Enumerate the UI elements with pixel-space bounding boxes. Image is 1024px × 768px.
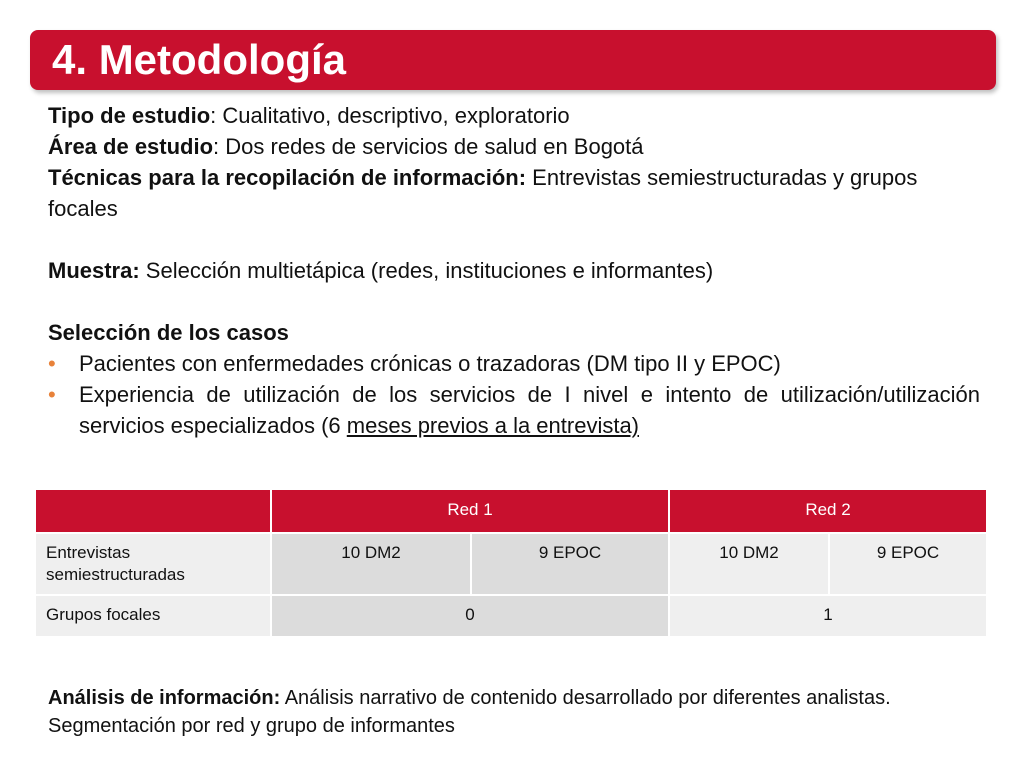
- table-header-red1: Red 1: [271, 489, 669, 533]
- table-cell: 0: [271, 595, 669, 637]
- analysis-paragraph: [48, 684, 988, 740]
- table-row: [35, 533, 987, 595]
- bullet-text: Pacientes con enfermedades crónicas o trazadoras (DM tipo II y EPOC): [79, 351, 781, 376]
- spacer: [48, 286, 980, 317]
- row-label: Grupos focales: [35, 595, 271, 637]
- list-item: [48, 379, 980, 441]
- study-area-value: : Dos redes de servicios de salud en Bogotá: [213, 134, 644, 159]
- study-area-label: Área de estudio: [48, 134, 214, 159]
- table-cell: 10 DM2: [271, 533, 471, 595]
- table-header-corner: [35, 489, 271, 533]
- study-type-value: : Cualitativo, descriptivo, exploratorio: [210, 103, 570, 128]
- data-table: [34, 488, 988, 638]
- case-selection-list: [48, 348, 980, 441]
- methodology-body: [48, 100, 980, 441]
- bullet-text: Experiencia de utilización de los servicios de I nivel e intento de utilización/utilización servicios especializados (6: [79, 382, 980, 438]
- study-type-line: [48, 100, 980, 131]
- table-cell: 9 EPOC: [471, 533, 669, 595]
- bullet-icon: •: [48, 382, 56, 407]
- techniques-line: [48, 162, 980, 224]
- title-bar: [30, 30, 996, 90]
- table-cell: 9 EPOC: [829, 533, 987, 595]
- table-header-red2: Red 2: [669, 489, 987, 533]
- techniques-label: Técnicas para la recopilación de información:: [48, 165, 527, 190]
- table-row: [35, 595, 987, 637]
- table-cell: 1: [669, 595, 987, 637]
- bullet-underlined-text: meses previos a la entrevista): [346, 413, 640, 438]
- sample-line: [48, 255, 980, 286]
- table-cell: 10 DM2: [669, 533, 829, 595]
- analysis-value: Análisis narrativo de contenido desarrollado por diferentes analistas. Segmentación por red y grupo de informantes: [48, 687, 891, 737]
- techniques-value: Entrevistas semiestructuradas y grupos focales: [48, 165, 918, 221]
- list-item: [48, 348, 980, 379]
- bullet-icon: •: [48, 351, 56, 376]
- sample-value: Selección multietápica (redes, instituciones e informantes): [139, 258, 714, 283]
- spacer: [48, 224, 980, 255]
- row-label: Entrevistas semiestructuradas: [35, 533, 271, 595]
- sample-label: Muestra:: [48, 258, 140, 283]
- table-header-row: [35, 489, 987, 533]
- case-selection-heading: Selección de los casos: [48, 320, 289, 345]
- analysis-label: Análisis de información:: [48, 687, 281, 709]
- study-area-line: [48, 131, 980, 162]
- study-type-label: Tipo de estudio: [48, 103, 211, 128]
- slide-title: 4. Metodología: [52, 36, 346, 83]
